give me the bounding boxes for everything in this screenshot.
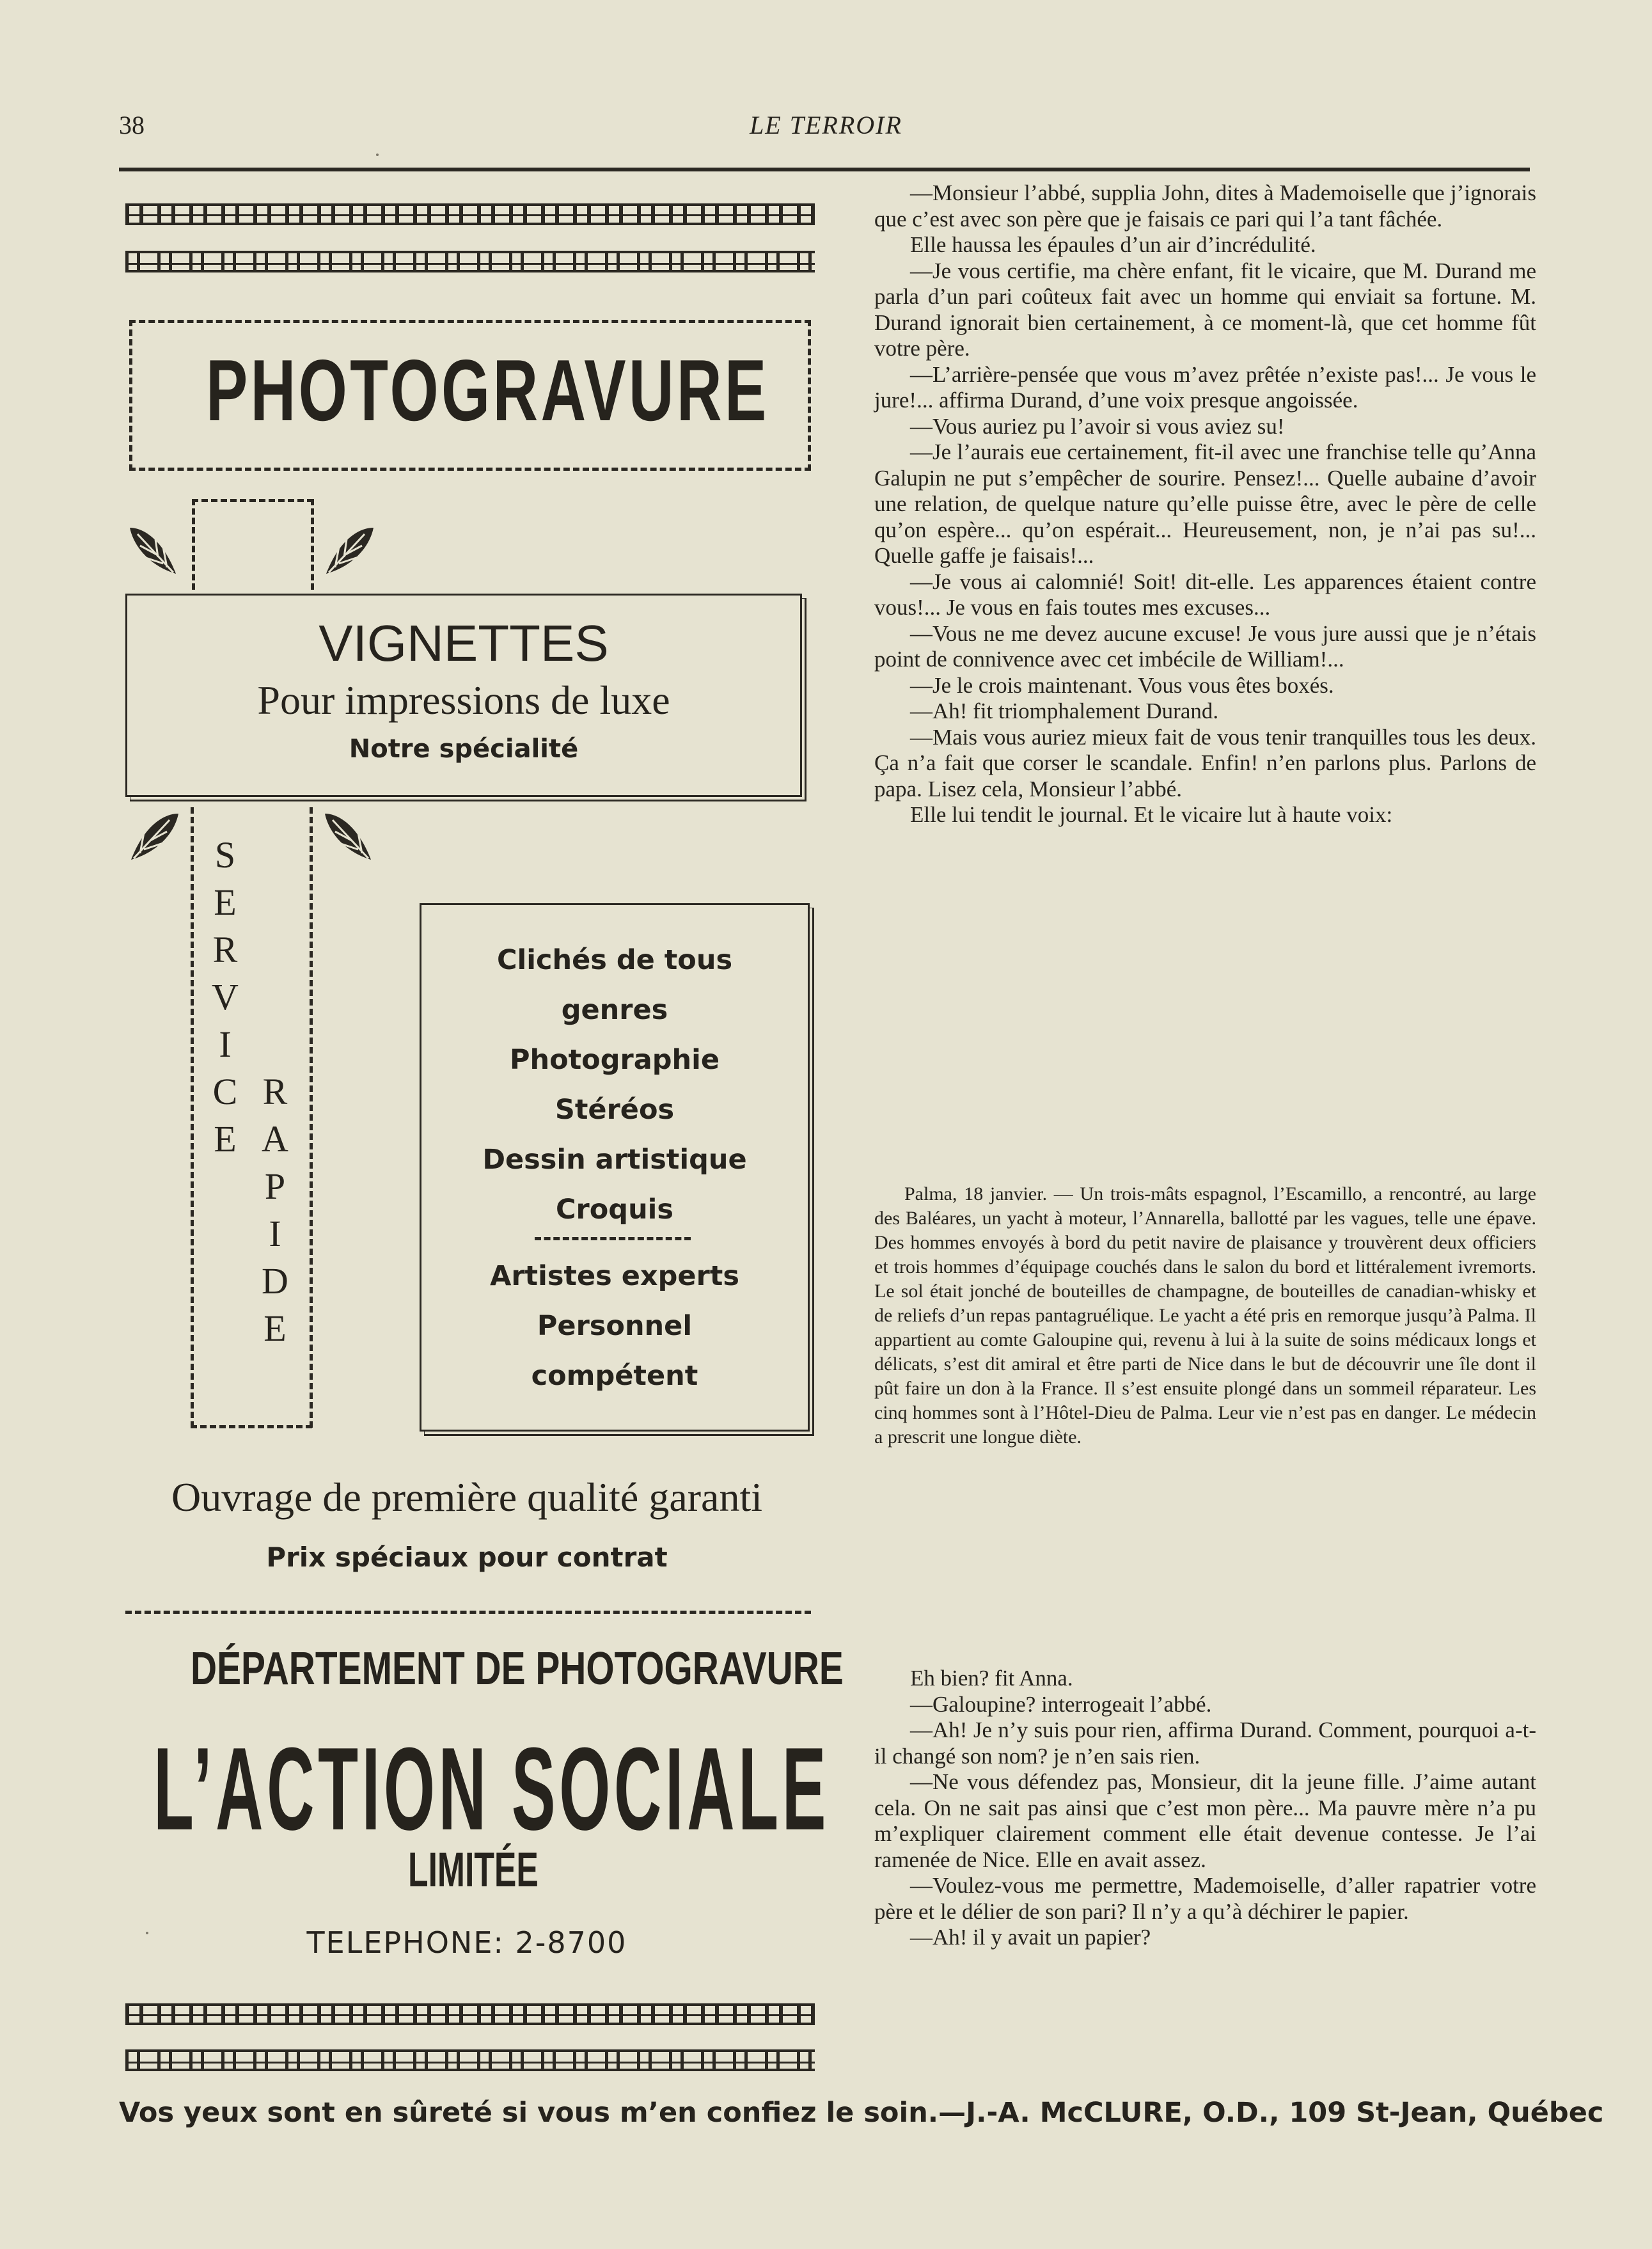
story-paragraph: —Je vous certifie, ma chère enfant, fit le vicaire, que M. Durand me parla d’un pari coûteux fait avec un homme qui enviait sa fortune. M. Durand ignorait bien certainement, à ce moment-là, que cet homme fût votre père.	[874, 258, 1536, 361]
story-paragraph: —L’arrière-pensée que vous m’avez prêtée n’existe pas!... Je vous le jure!... affirma Durand, d’une voix presque angoissée.	[874, 361, 1536, 413]
story-paragraph: Elle lui tendit le journal. Et le vicaire lut à haute voix:	[910, 802, 1393, 827]
story-paragraph: —Ah! Je n’y suis pour rien, affirma Durand. Comment, pourquoi a-t-il changé son nom? je n’en sais rien.	[874, 1717, 1536, 1769]
page-number: 38	[119, 111, 145, 139]
prix-text: Prix spéciaux pour contrat	[266, 1542, 668, 1573]
story-paragraph: —Je le crois maintenant. Vous vous êtes boxés.	[910, 672, 1334, 698]
paper-speck	[376, 154, 379, 156]
story-column	[874, 180, 1536, 828]
vignettes-title: VIGNETTES	[319, 615, 609, 672]
artist-item: Artistes experts	[490, 1260, 739, 1292]
service-vertical	[206, 832, 244, 1163]
footer-advertisement: Vos yeux sont en sûreté si vous m’en confiez le soin.—J.-A. McCLURE, O.D., 109 St-Jean, Québec	[119, 2097, 1604, 2129]
story-paragraph: —Voulez-vous me permettre, Mademoiselle, d’aller rapatrier votre père et le délier de son pari? Il n’y a qu’à déchirer le papier.	[874, 1873, 1536, 1924]
service-letter: I	[219, 1023, 232, 1065]
service-item: Photographie	[509, 1044, 720, 1076]
service-item: genres	[561, 994, 668, 1026]
leaf-ornament-2-icon	[320, 521, 377, 579]
artist-item: compétent	[531, 1360, 698, 1392]
advertisement	[0, 0, 844, 2111]
service-item: Clichés de tous	[496, 944, 733, 976]
rapide-letter: I	[269, 1213, 281, 1254]
rapide-vertical	[256, 1068, 294, 1352]
story-paragraph: —Monsieur l’abbé, supplia John, dites à Mademoiselle que j’ignorais que c’est avec son père que je faisais ce pari qui l’a tant fâchée.	[874, 180, 1536, 232]
story-paragraph: —Ah! il y avait un papier?	[910, 1925, 1151, 1950]
service-letter: S	[214, 834, 236, 876]
story-paragraph: —Mais vous auriez mieux fait de vous tenir tranquilles tous les deux. Ça n’a fait que corser le scandale. Enfin! n’en parlons plus. Parlons de papa. Lisez cela, Monsieur l’abbé.	[874, 724, 1536, 801]
story-paragraph: —Je l’aurais eue certainement, fit-il avec une franchise telle qu’Anna Galupin ne put s’empêcher de sourire. Pensez!... Quelle aubaine d’avoir une relation, de quelque nature qu’elle puisse être, avec le père de celle qu’on espère... qu’on espérait... Heureusement, non, je n’ai pas su!... Quelle gaffe je faisais!...	[874, 439, 1536, 568]
paper-speck	[146, 1932, 148, 1934]
ornamental-border-bottom-1	[125, 2003, 815, 2025]
vertical-dash-left	[191, 807, 194, 1428]
story-paragraph: Elle haussa les épaules d’un air d’incrédulité.	[910, 232, 1316, 257]
departement-title: DÉPARTEMENT DE PHOTOGRAVURE	[191, 1643, 844, 1694]
ornamental-border-bottom-2	[125, 2049, 815, 2071]
vertical-dash-right	[310, 807, 313, 1428]
leaf-ornament-3-icon	[125, 807, 182, 865]
ornamental-border-top-1	[125, 203, 815, 225]
specialite-text: Notre spécialité	[349, 734, 579, 764]
story-paragraph: —Vous auriez pu l’avoir si vous aviez su!	[910, 413, 1285, 439]
rapide-letter: A	[262, 1118, 288, 1160]
connector-left-top	[192, 499, 195, 590]
service-letter: C	[212, 1071, 238, 1112]
rapide-letter: P	[264, 1165, 286, 1207]
vignettes-subtitle: Pour impressions de luxe	[257, 677, 670, 723]
service-item: Stéréos	[555, 1094, 675, 1126]
quality-text: Ouvrage de première qualité garanti	[171, 1474, 762, 1520]
leaf-ornament-4-icon	[320, 807, 377, 865]
connector-top	[192, 499, 313, 502]
limitee-text: LIMITÉE	[408, 1843, 539, 1897]
news-text: Palma, 18 janvier. — Un trois-mâts espagnol, l’Escamillo, a rencontré, au large des Baléares, un yacht à moteur, l’Annarella, ballotté par les vagues, telle une épave. Des hommes envoyés à bord du petit navire de plaisance y trouvèrent deux officiers et trois hommes d’équipage couchés dans le salon du bord et littéralement ivremorts. Le sol était jonché de bouteilles de champagne, de bouteilles de canadian-whisky et de reliefs d’un repas pantagruélique. Le yacht a été pris en remorque jusqu’à Palma. Il appartient au comte Galoupine qui, revenu à lui à la suite de soins médicaux longs et délicats, s’est dit amiral et être parti de Nice dans le but de découvrir une île dont il pût faire un don à la France. Il s’est ensuite plongé dans un sommeil réparateur. Les cinq hommes sont à l’Hôtel-Dieu de Palma. Leur vie n’est pas en danger. Le médecin a prescrit une longue diète.	[874, 1183, 1536, 1448]
news-clipping	[874, 1182, 1536, 1449]
photogravure-title: PHOTOGRAVURE	[206, 342, 769, 439]
story-paragraph: —Je vous ai calomnié! Soit! dit-elle. Les apparences étaient contre vous!... Je vous en fais toutes mes excuses...	[874, 569, 1536, 620]
story-column-continued	[874, 1666, 1536, 1951]
artists-list	[420, 1251, 810, 1401]
services-list	[420, 935, 810, 1235]
vertical-dash-bottom	[191, 1425, 312, 1428]
running-title: LE TERROIR	[750, 111, 902, 139]
ornamental-border-top-2	[125, 251, 815, 272]
story-paragraph: —Vous ne me devez aucune excuse! Je vous jure aussi que je n’étais point de connivence avec cet imbécile de William!...	[874, 620, 1536, 672]
story-paragraph: Eh bien? fit Anna.	[910, 1666, 1073, 1691]
leaf-ornament-1-icon	[125, 521, 182, 579]
rapide-letter: D	[262, 1260, 288, 1302]
service-letter: R	[212, 929, 238, 970]
service-item: Croquis	[555, 1194, 674, 1226]
services-divider	[535, 1237, 691, 1240]
telephone-text: TELEPHONE: 2-8700	[306, 1925, 627, 1960]
rapide-letter: R	[262, 1071, 288, 1112]
rapide-letter: E	[264, 1307, 287, 1349]
story-paragraph: —Ne vous défendez pas, Monsieur, dit la jeune fille. J’aime autant cela. On ne sait pas ainsi que c’est mon père... Ma pauvre mère n’a pu m’expliquer clairement comment elle était devenue contesse. Je l’ai ramenée de Nice. Elle en avait assez.	[874, 1769, 1536, 1872]
service-item: Dessin artistique	[482, 1144, 747, 1176]
artist-item: Personnel	[537, 1310, 693, 1342]
service-letter: E	[214, 881, 237, 923]
company-name: L’ACTION SOCIALE	[153, 1723, 830, 1854]
service-letter: E	[214, 1118, 237, 1160]
story-paragraph: —Ah! fit triomphalement Durand.	[910, 698, 1219, 723]
story-paragraph: —Galoupine? interrogeait l’abbé.	[910, 1691, 1212, 1717]
section-divider	[125, 1611, 811, 1614]
connector-right-top	[311, 499, 314, 590]
service-letter: V	[212, 976, 239, 1018]
